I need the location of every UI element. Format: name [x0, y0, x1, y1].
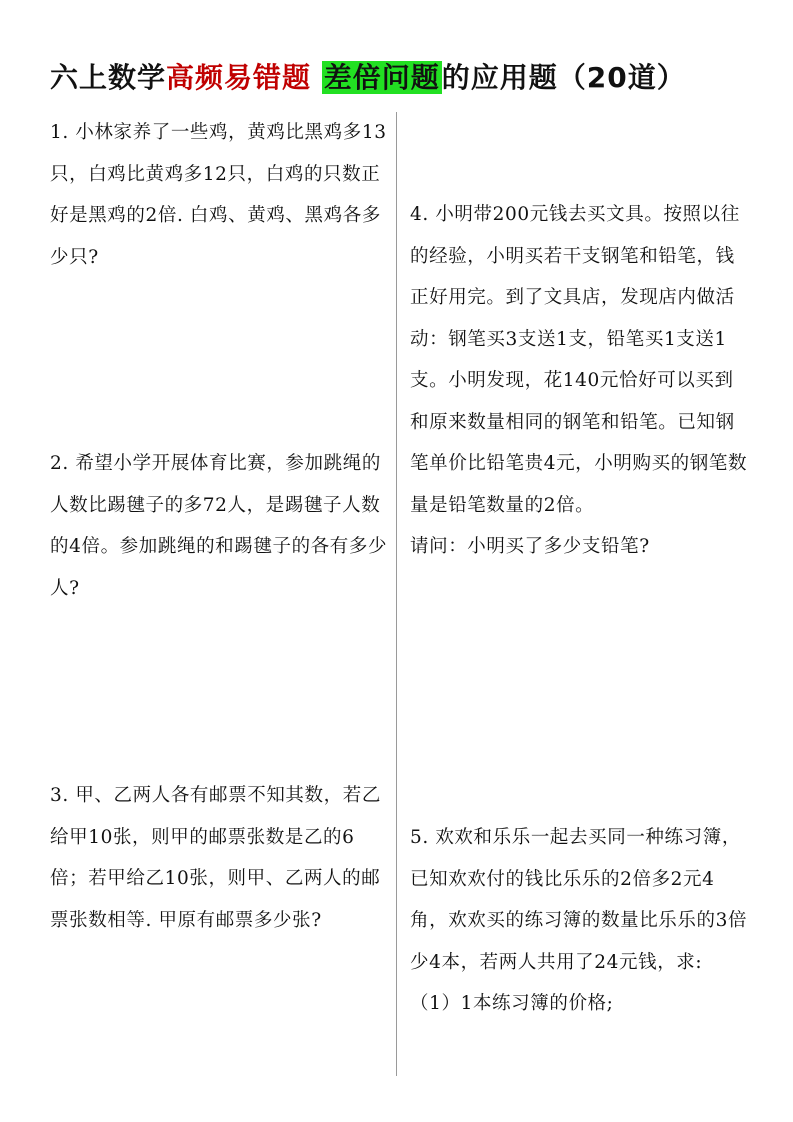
- title-grade-subject: 六上数学: [50, 61, 167, 94]
- question-3: [50, 775, 390, 941]
- question-2: [50, 443, 390, 609]
- column-divider: [396, 112, 397, 1076]
- question-5: [410, 817, 750, 1025]
- title-highlight-red: 高频易错题: [166, 61, 312, 94]
- question-1: [50, 112, 390, 278]
- question-5-text: 5. 欢欢和乐乐一起去买同一种练习簿，已知欢欢付的钱比乐乐的2倍多2元4角，欢欢买的练习簿的数量比乐乐的3倍少4本，若两人共用了24元钱，求:: [410, 827, 748, 973]
- question-4-text: 4. 小明带200元钱去买文具。按照以往的经验，小明买若干支钢笔和铅笔，钱正好用完。到了文具店，发现店内做活动：钢笔买3支送1支，铅笔买1支送1支。小明发现，花140元恰好可以买到和原来数量相同的钢笔和铅笔。已知钢笔单价比铅笔贵4元，小明购买的钢笔数量是铅笔数量的2倍。: [410, 204, 748, 516]
- title-suffix: 的应用题（20道）: [441, 61, 686, 94]
- question-2-text: 2. 希望小学开展体育比赛，参加跳绳的人数比踢毽子的多72人，是踢毽子人数的4倍。参加跳绳的和踢毽子的各有多少人?: [50, 453, 388, 599]
- question-4-ask: 请问：小明买了多少支铅笔?: [410, 536, 650, 557]
- question-3-text: 3. 甲、乙两人各有邮票不知其数，若乙给甲10张，则甲的邮票张数是乙的6倍；若甲给乙10张，则甲、乙两人的邮票张数相等. 甲原有邮票多少张?: [50, 785, 381, 931]
- question-5-sub-1: （1）1本练习簿的价格;: [410, 993, 614, 1014]
- question-1-text: 1. 小林家养了一些鸡，黄鸡比黑鸡多13只，白鸡比黄鸡多12只，白鸡的只数正好是黑鸡的2倍. 白鸡、黄鸡、黑鸡各多少只?: [50, 122, 387, 268]
- question-4: [410, 194, 750, 568]
- page-title: [50, 54, 770, 102]
- title-highlight-green: 差倍问题: [323, 61, 440, 94]
